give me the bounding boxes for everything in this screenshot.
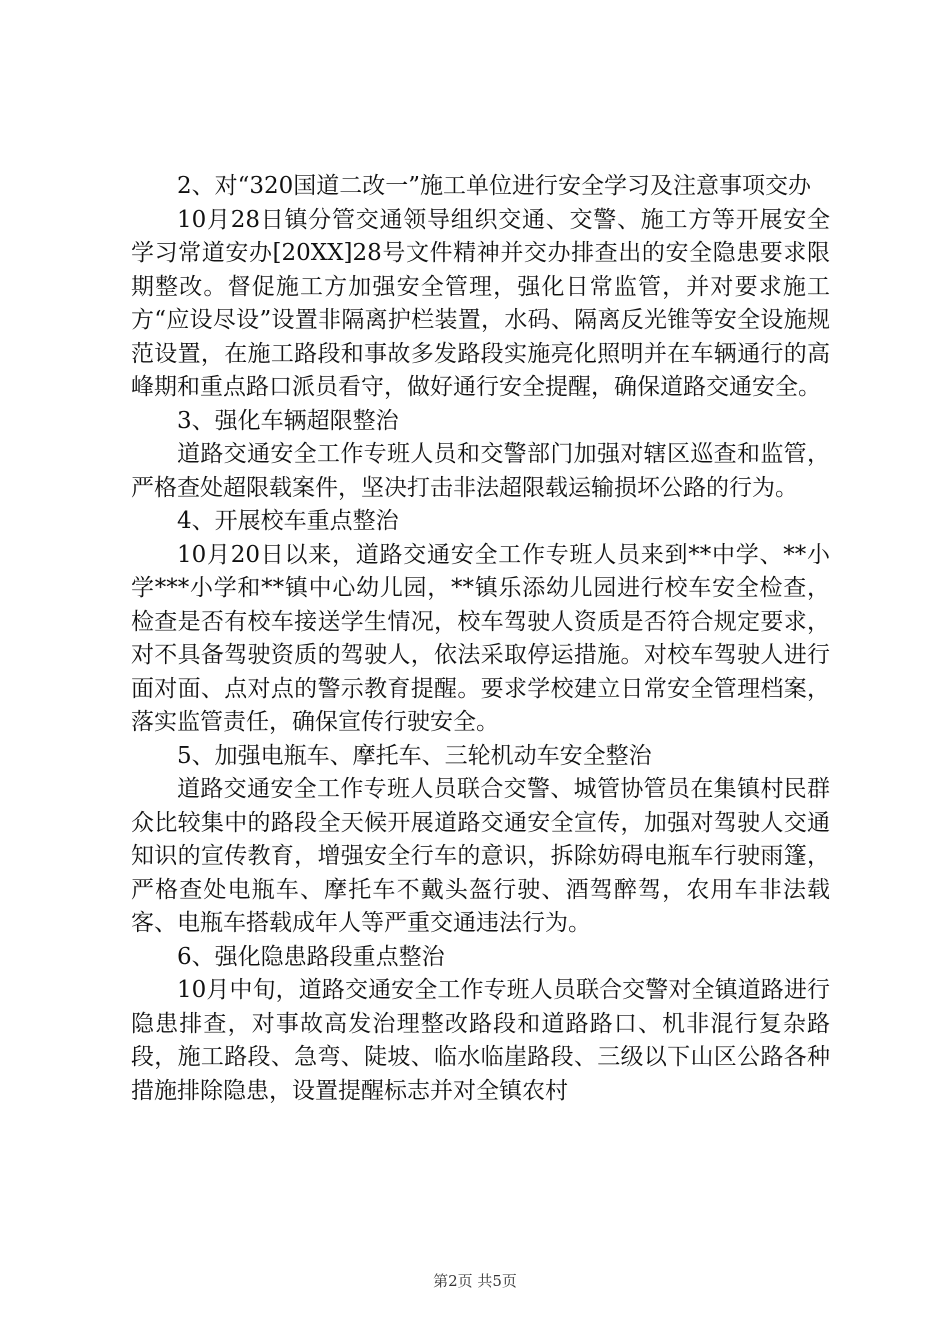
page-footer [0,1270,950,1291]
paragraph-safety-study: 10月28日镇分管交通领导组织交通、交警、施工方等开展安全学习常道安办[20XX]28号文件精神并交办排查出的安全隐患要求限期整改。督促施工方加强安全管理，强化日常监管，并对要求施工方“应设尽设”设置非隔离护栏装置，水码、隔离反光锥等安全设施规范设置，在施工路段和事故多发路段实施亮化照明并在车辆通行的高峰期和重点路口派员看守，做好通行安全提醒，确保道路交通安全。 [131,206,830,400]
heading-item-5: 5、加强电瓶车、摩托车、三轮机动车安全整治 [177,742,652,769]
page-number: 第2页 共5页 [433,1272,517,1290]
paragraph-hazard-roads: 10月中旬，道路交通安全工作专班人员联合交警对全镇道路进行隐患排查，对事故高发治理整改路段和道路路口、机非混行复杂路段，施工路段、急弯、陡坡、临水临崖路段、三级以下山区公路各种措施排除隐患，设置提醒标志并对全镇农村 [131,977,830,1104]
paragraph-school-bus: 10月20日以来，道路交通安全工作专班人员来到**中学、**小学***小学和**镇中心幼儿园，**镇乐添幼儿园进行校车安全检查，检查是否有校车接送学生情况，校车驾驶人资质是否符合规定要求，对不具备驾驶资质的驾驶人，依法采取停运措施。对校车驾驶人进行面对面、点对点的警示教育提醒。要求学校建立日常安全管理档案，落实监管责任，确保宣传行驶安全。 [131,541,830,735]
heading-item-3: 3、强化车辆超限整治 [177,407,399,434]
document-body [131,170,830,1108]
heading-item-2: 2、对“320国道二改一”施工单位进行安全学习及注意事项交办 [177,173,812,199]
paragraph-overload: 道路交通安全工作专班人员和交警部门加强对辖区巡查和监管，严格查处超限载案件，坚决打击非法超限载运输损坏公路的行为。 [131,441,830,501]
heading-item-6: 6、强化隐患路段重点整治 [177,943,445,970]
paragraph-ebike: 道路交通安全工作专班人员联合交警、城管协管员在集镇村民群众比较集中的路段全天候开展道路交通安全宣传，加强对驾驶人交通知识的宣传教育，增强安全行车的意识，拆除妨碍电瓶车行驶雨篷，严格查处电瓶车、摩托车不戴头盔行驶、酒驾醉驾，农用车非法载客、电瓶车搭载成年人等严重交通违法行为。 [131,776,830,936]
heading-item-4: 4、开展校车重点整治 [177,508,399,534]
